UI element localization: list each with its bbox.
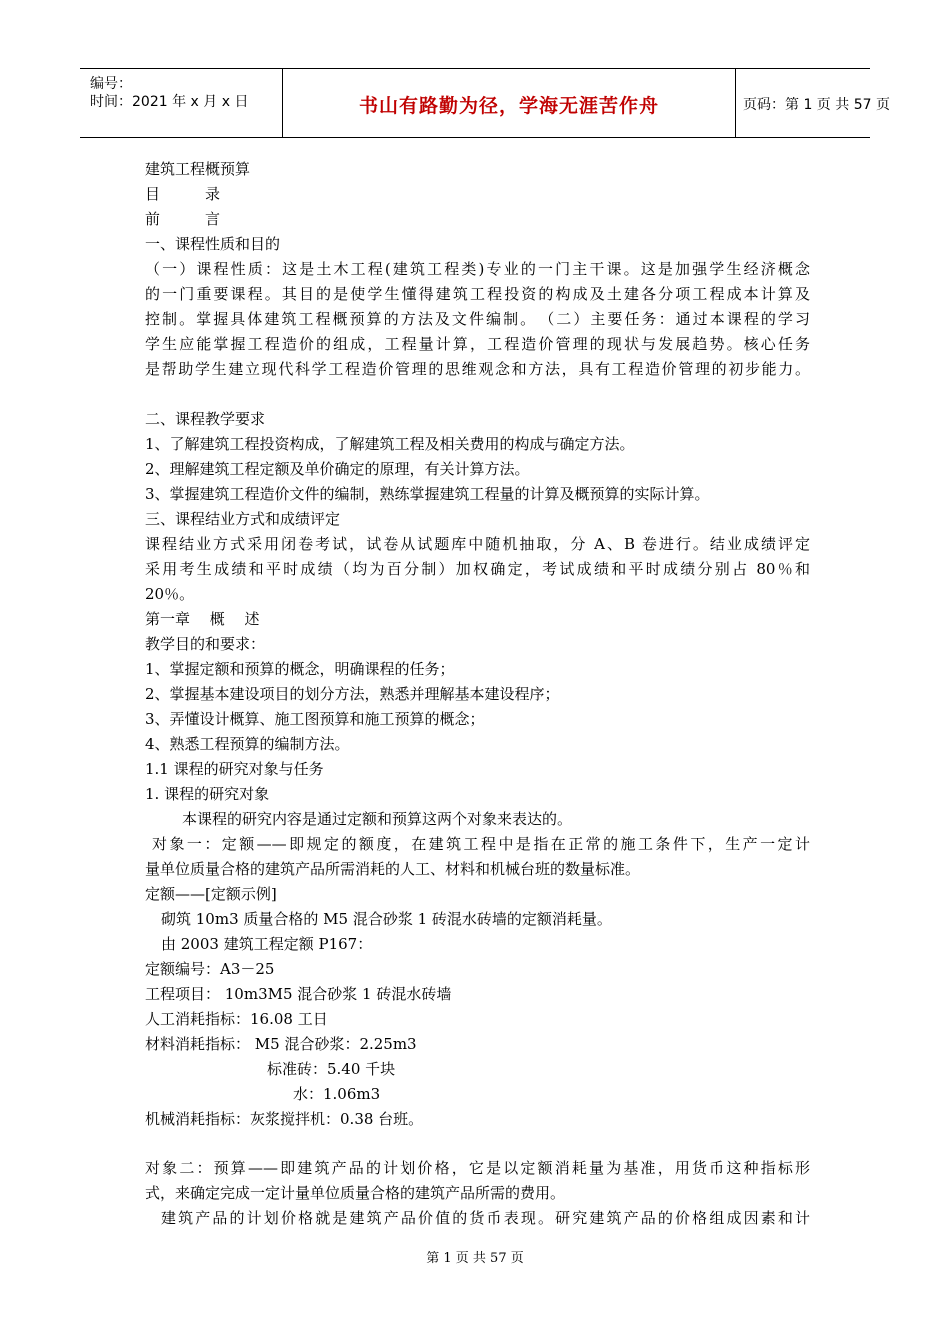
- list-item: 3、弄懂设计概算、施工图预算和施工预算的概念；: [145, 710, 485, 728]
- quota-detail: 水：1.06m3: [293, 1085, 381, 1103]
- paragraph-line: 对象一：定额——即规定的额度，在建筑工程中是指在正常的施工条件下，生产一定计: [152, 835, 810, 853]
- document-title: 建筑工程概预算: [145, 160, 251, 178]
- quota-detail: 工程项目： 10m3M5 混合砂浆 1 砖混水砖墙: [145, 985, 452, 1003]
- section-heading: 二、课程教学要求: [145, 410, 266, 428]
- paragraph-line: 定额——[定额示例]: [145, 885, 277, 903]
- list-item: 4、熟悉工程预算的编制方法。: [145, 735, 350, 753]
- subheading: 教学目的和要求：: [145, 635, 266, 653]
- list-item: 2、掌握基本建设项目的划分方法，熟悉并理解基本建设程序；: [145, 685, 560, 703]
- section-heading: 一、课程性质和目的: [145, 235, 281, 253]
- list-item: 2、理解建筑工程定额及单价确定的原理，有关计算方法。: [145, 460, 530, 478]
- paragraph-line: 对象二：预算——即建筑产品的计划价格，它是以定额消耗量为基准，用货币这种指标形: [145, 1159, 810, 1177]
- paragraph-line: 是帮助学生建立现代科学工程造价管理的思维观念和方法，具有工程造价管理的初步能力。: [145, 360, 810, 378]
- document-date: 时间：2021 年 x 月 x 日: [90, 94, 249, 110]
- header-motto-cell: [282, 69, 736, 137]
- subsection-heading: 1.1 课程的研究对象与任务: [145, 760, 324, 778]
- paragraph-line: 建筑产品的计划价格就是建筑产品价值的货币表现。研究建筑产品的价格组成因素和计: [161, 1209, 810, 1227]
- list-item: 1、了解建筑工程投资构成，了解建筑工程及相关费用的构成与确定方法。: [145, 435, 635, 453]
- header-left-cell: [80, 69, 282, 137]
- paragraph-line: 20％。: [145, 585, 195, 603]
- paragraph-line: 课程结业方式采用闭卷考试，试卷从试题库中随机抽取，分 A、B 卷进行。结业成绩评定: [145, 535, 810, 553]
- quota-detail: 定额编号：A3－25: [145, 960, 275, 978]
- paragraph-line: 采用考生成绩和平时成绩（均为百分制）加权确定，考试成绩和平时成绩分别占 80％和: [145, 560, 810, 578]
- paragraph-line: 量单位质量合格的建筑产品所需消耗的人工、材料和机械台班的数量标准。: [145, 860, 641, 878]
- quota-detail: 机械消耗指标：灰浆搅拌机：0.38 台班。: [145, 1110, 424, 1128]
- paragraph-line: 由 2003 建筑工程定额 P167：: [161, 935, 373, 953]
- paragraph-line: 的一门重要课程。其目的是使学生懂得建筑工程投资的构成及土建各分项工程成本计算及: [145, 285, 810, 303]
- header-right-cell: [735, 69, 890, 137]
- paragraph-line: 砌筑 10m3 质量合格的 M5 混合砂浆 1 砖混水砖墙的定额消耗量。: [161, 910, 612, 928]
- document-number-label: 编号：: [90, 76, 132, 92]
- paragraph-line: 控制。掌握具体建筑工程概预算的方法及文件编制。 （二）主要任务：通过本课程的学习: [145, 310, 810, 328]
- list-item: 3、掌握建筑工程造价文件的编制，熟练掌握建筑工程量的计算及概预算的实际计算。: [145, 485, 710, 503]
- section-heading: 三、课程结业方式和成绩评定: [145, 510, 341, 528]
- paragraph-line: 学生应能掌握工程造价的组成，工程量计算，工程造价管理的现状与发展趋势。核心任务: [145, 335, 810, 353]
- chapter-heading: 第一章 概 述: [145, 610, 260, 628]
- subsection-heading: 1. 课程的研究对象: [145, 785, 270, 803]
- paragraph-line: 式，来确定完成一定计量单位质量合格的建筑产品所需的费用。: [145, 1184, 566, 1202]
- document-header: [80, 68, 890, 138]
- toc-heading: 目 录: [145, 185, 221, 203]
- page-footer: 第 1 页 共 57 页: [426, 1251, 524, 1266]
- page-info: 页码：第 1 页 共 57 页: [743, 97, 890, 113]
- quota-detail: 标准砖：5.40 千块: [267, 1060, 396, 1078]
- list-item: 1、掌握定额和预算的概念，明确课程的任务；: [145, 660, 455, 678]
- preface-heading: 前 言: [145, 210, 221, 228]
- quota-detail: 材料消耗指标： M5 混合砂浆：2.25m3: [145, 1035, 417, 1053]
- quota-detail: 人工消耗指标：16.08 工日: [145, 1010, 328, 1028]
- header-motto: 书山有路勤为径，学海无涯苦作舟: [358, 95, 659, 117]
- paragraph-line: 本课程的研究内容是通过定额和预算这两个对象来表达的。: [182, 810, 573, 828]
- paragraph-line: （一）课程性质：这是土木工程(建筑工程类)专业的一门主干课。这是加强学生经济概念: [145, 260, 810, 278]
